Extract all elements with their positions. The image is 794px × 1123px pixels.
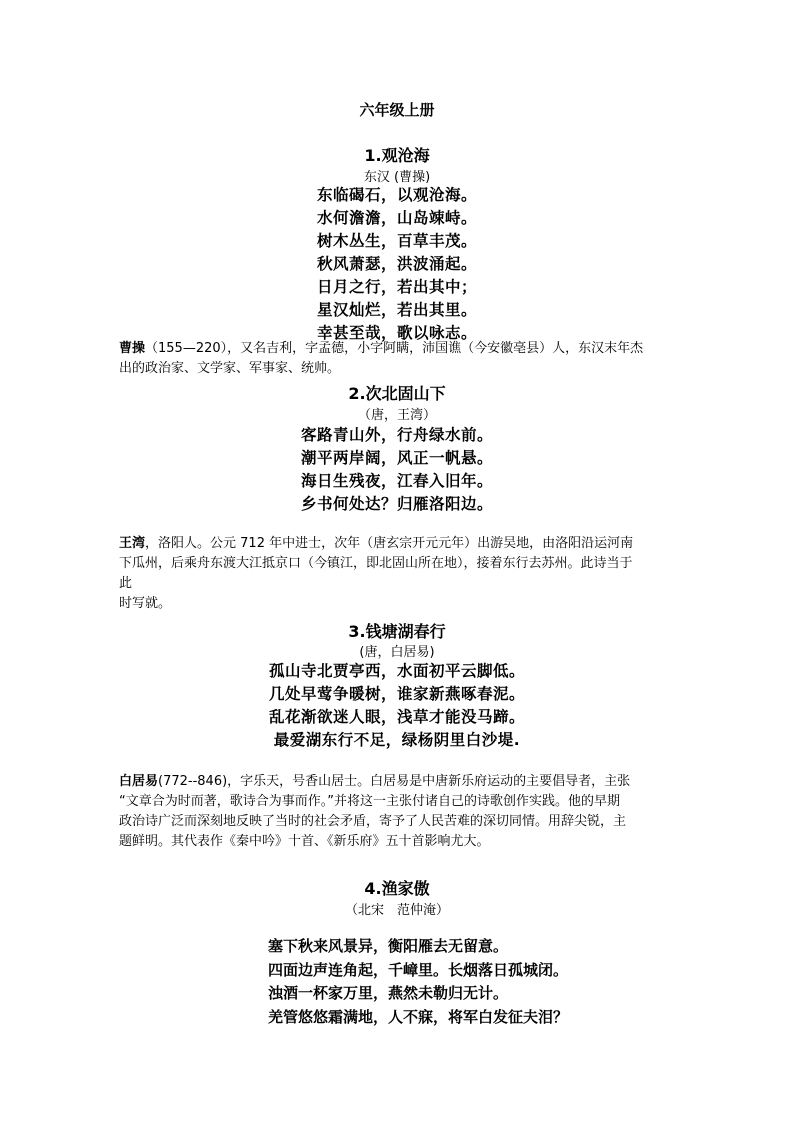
poem-title: 3.钱塘湖春行 — [348, 622, 446, 641]
bio-author-name: 白居易 — [119, 774, 159, 789]
poem-title: 4.渔家傲 — [364, 879, 430, 898]
poem-line: 日月之行，若出其中； — [316, 278, 477, 296]
poem-title: 1.观沧海 — [364, 146, 430, 165]
poem-line: 客路青山外，行舟绿水前。 — [300, 426, 493, 444]
bio-author-name: 曹操 — [119, 341, 146, 356]
page-title: 六年级上册 — [359, 101, 435, 119]
bio-text: 题鲜明。其代表作《秦中吟》十首、《新乐府》五十首影响尤大。 — [119, 834, 490, 849]
bio-author-name: 王湾 — [119, 536, 146, 551]
poem-author: (唐，白居易) — [359, 645, 435, 660]
poem-line: 塞下秋来风景异，衡阳雁去无留意。 — [268, 937, 509, 955]
poem-line: 羌管悠悠霜满地，人不寐，将军白发征夫泪？ — [268, 1007, 569, 1026]
poem-title: 2.次北固山下 — [348, 384, 446, 403]
poem-body — [268, 935, 568, 1029]
poem-author: （北宋 范仲淹） — [344, 903, 449, 918]
bio-text: （155—220），又名吉利，字孟德，小字阿瞒，沛国谯（今安徽亳县）人，东汉末年杰 — [145, 341, 644, 356]
poem-line: 潮平两岸阔，风正一帆悬。 — [300, 449, 493, 467]
poem-line: 乱花渐欲迷人眼，浅草才能没马蹄。 — [268, 708, 525, 726]
poem-author: 东汉 (曹操) — [363, 170, 431, 185]
bio-text: 此 — [119, 576, 133, 591]
poem-body — [0, 184, 794, 345]
poem-line: 树木丛生，百草丰茂。 — [316, 232, 477, 250]
author-bio — [119, 534, 675, 614]
poem-line: 几处早莺争暖树，谁家新燕啄春泥。 — [268, 685, 525, 703]
poem-line: 四面边声连角起，千嶂里。长烟落日孤城闭。 — [268, 960, 569, 979]
poem-line: 乡书何处达？归雁洛阳边。 — [300, 495, 493, 513]
poem-line: 幸甚至哉，歌以咏志。 — [316, 324, 477, 342]
author-bio — [119, 772, 675, 852]
poem-body — [0, 424, 794, 516]
bio-text: 出的政治家、文学家、军事家、统帅。 — [119, 361, 341, 376]
bio-text: ，洛阳人。公元 712 年中进士，次年（唐玄宗开元元年）出游吴地，由洛阳沿运河南 — [145, 536, 634, 551]
bio-text: 政治诗广泛而深刻地反映了当时的社会矛盾，寄予了人民苦难的深切同情。用辞尖锐，主 — [119, 814, 627, 829]
poem-author: （唐，王湾） — [357, 408, 436, 423]
bio-text: (772--846)，字乐天，号香山居士。白居易是中唐新乐府运动的主要倡导者，主张 — [158, 774, 631, 789]
poem-line: 最爱湖东行不足，绿杨阴里白沙堤. — [273, 731, 521, 749]
bio-text: “文章合为时而著，歌诗合为事而作。”并将这一主张付诸自己的诗歌创作实践。他的早期 — [119, 794, 620, 809]
poem-line: 海日生残夜，江春入旧年。 — [300, 472, 493, 490]
poem-body — [0, 660, 794, 752]
poem-line: 星汉灿烂，若出其里。 — [316, 301, 477, 319]
poem-line: 秋风萧瑟，洪波涌起。 — [316, 255, 477, 273]
poem-line: 孤山寺北贾亭西，水面初平云脚低。 — [268, 662, 525, 680]
bio-text: 时写就。 — [119, 596, 172, 611]
poem-line: 东临碣石，以观沧海。 — [316, 186, 477, 204]
poem-line: 水何澹澹，山岛竦峙。 — [316, 209, 477, 227]
poem-line: 浊酒一杯家万里，燕然未勒归无计。 — [268, 984, 509, 1002]
bio-text: 下瓜州，后乘舟东渡大江抵京口（今镇江，即北固山所在地），接着东行去苏州。此诗当于 — [119, 556, 633, 571]
author-bio — [119, 339, 675, 379]
